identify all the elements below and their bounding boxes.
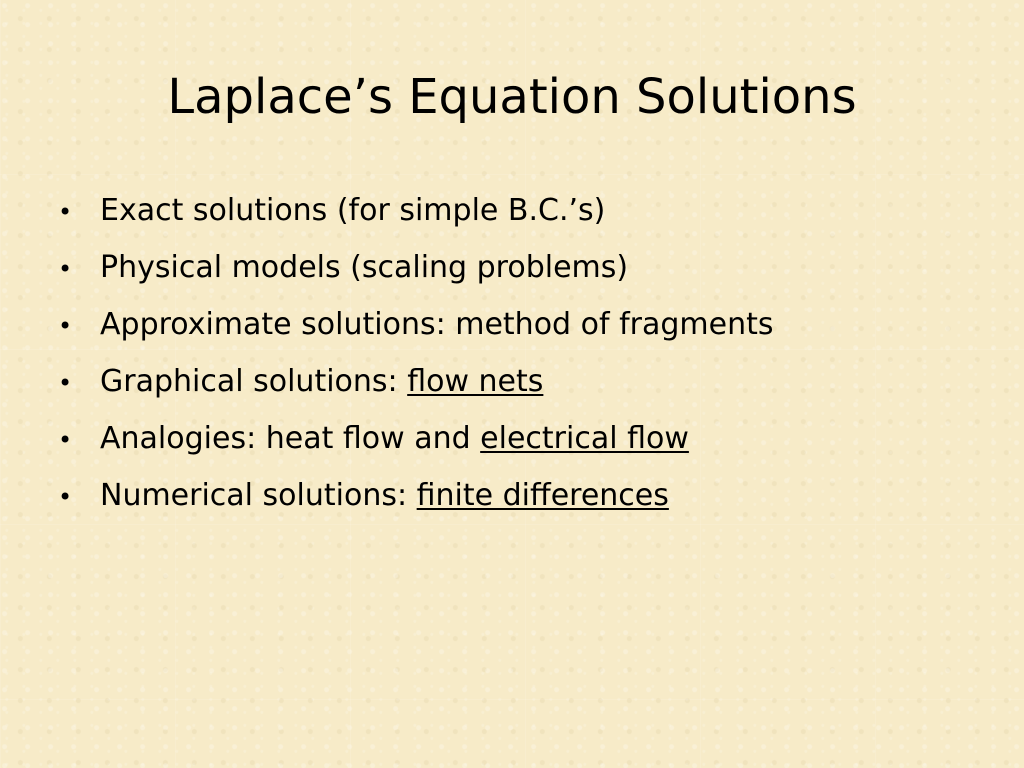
bullet-item-graphical-solutions xyxy=(58,353,978,410)
bullet-icon: • xyxy=(58,312,73,340)
bullet-text: Exact solutions (for simple B.C.’s) xyxy=(100,193,606,228)
bullet-icon: • xyxy=(58,198,73,226)
bullet-text xyxy=(100,467,669,524)
bullet-icon: • xyxy=(58,369,73,397)
bullet-prefix-text: Graphical solutions: xyxy=(100,364,408,399)
bullet-text xyxy=(100,353,543,410)
bullet-item-physical-models xyxy=(58,239,978,296)
bullet-icon: • xyxy=(58,255,73,283)
bullet-item-analogies xyxy=(58,410,978,467)
bullet-text: Physical models (scaling problems) xyxy=(100,250,629,285)
bullet-icon: • xyxy=(58,483,73,511)
flow-nets-link[interactable]: flow nets xyxy=(407,364,544,399)
finite-differences-link[interactable]: finite differences xyxy=(416,478,669,513)
bullet-item-exact-solutions xyxy=(58,182,978,239)
bullet-item-approximate-solutions xyxy=(58,296,978,353)
bullet-text xyxy=(100,410,689,467)
bullet-list xyxy=(58,182,978,524)
bullet-item-numerical-solutions xyxy=(58,467,978,524)
bullet-prefix-text: Numerical solutions: xyxy=(100,478,417,513)
bullet-icon: • xyxy=(58,426,73,454)
bullet-prefix-text: Analogies: heat flow and xyxy=(100,421,481,456)
electrical-flow-link[interactable]: electrical flow xyxy=(480,421,689,456)
bullet-text: Approximate solutions: method of fragments xyxy=(100,307,774,342)
slide-title: Laplace’s Equation Solutions xyxy=(167,69,857,125)
